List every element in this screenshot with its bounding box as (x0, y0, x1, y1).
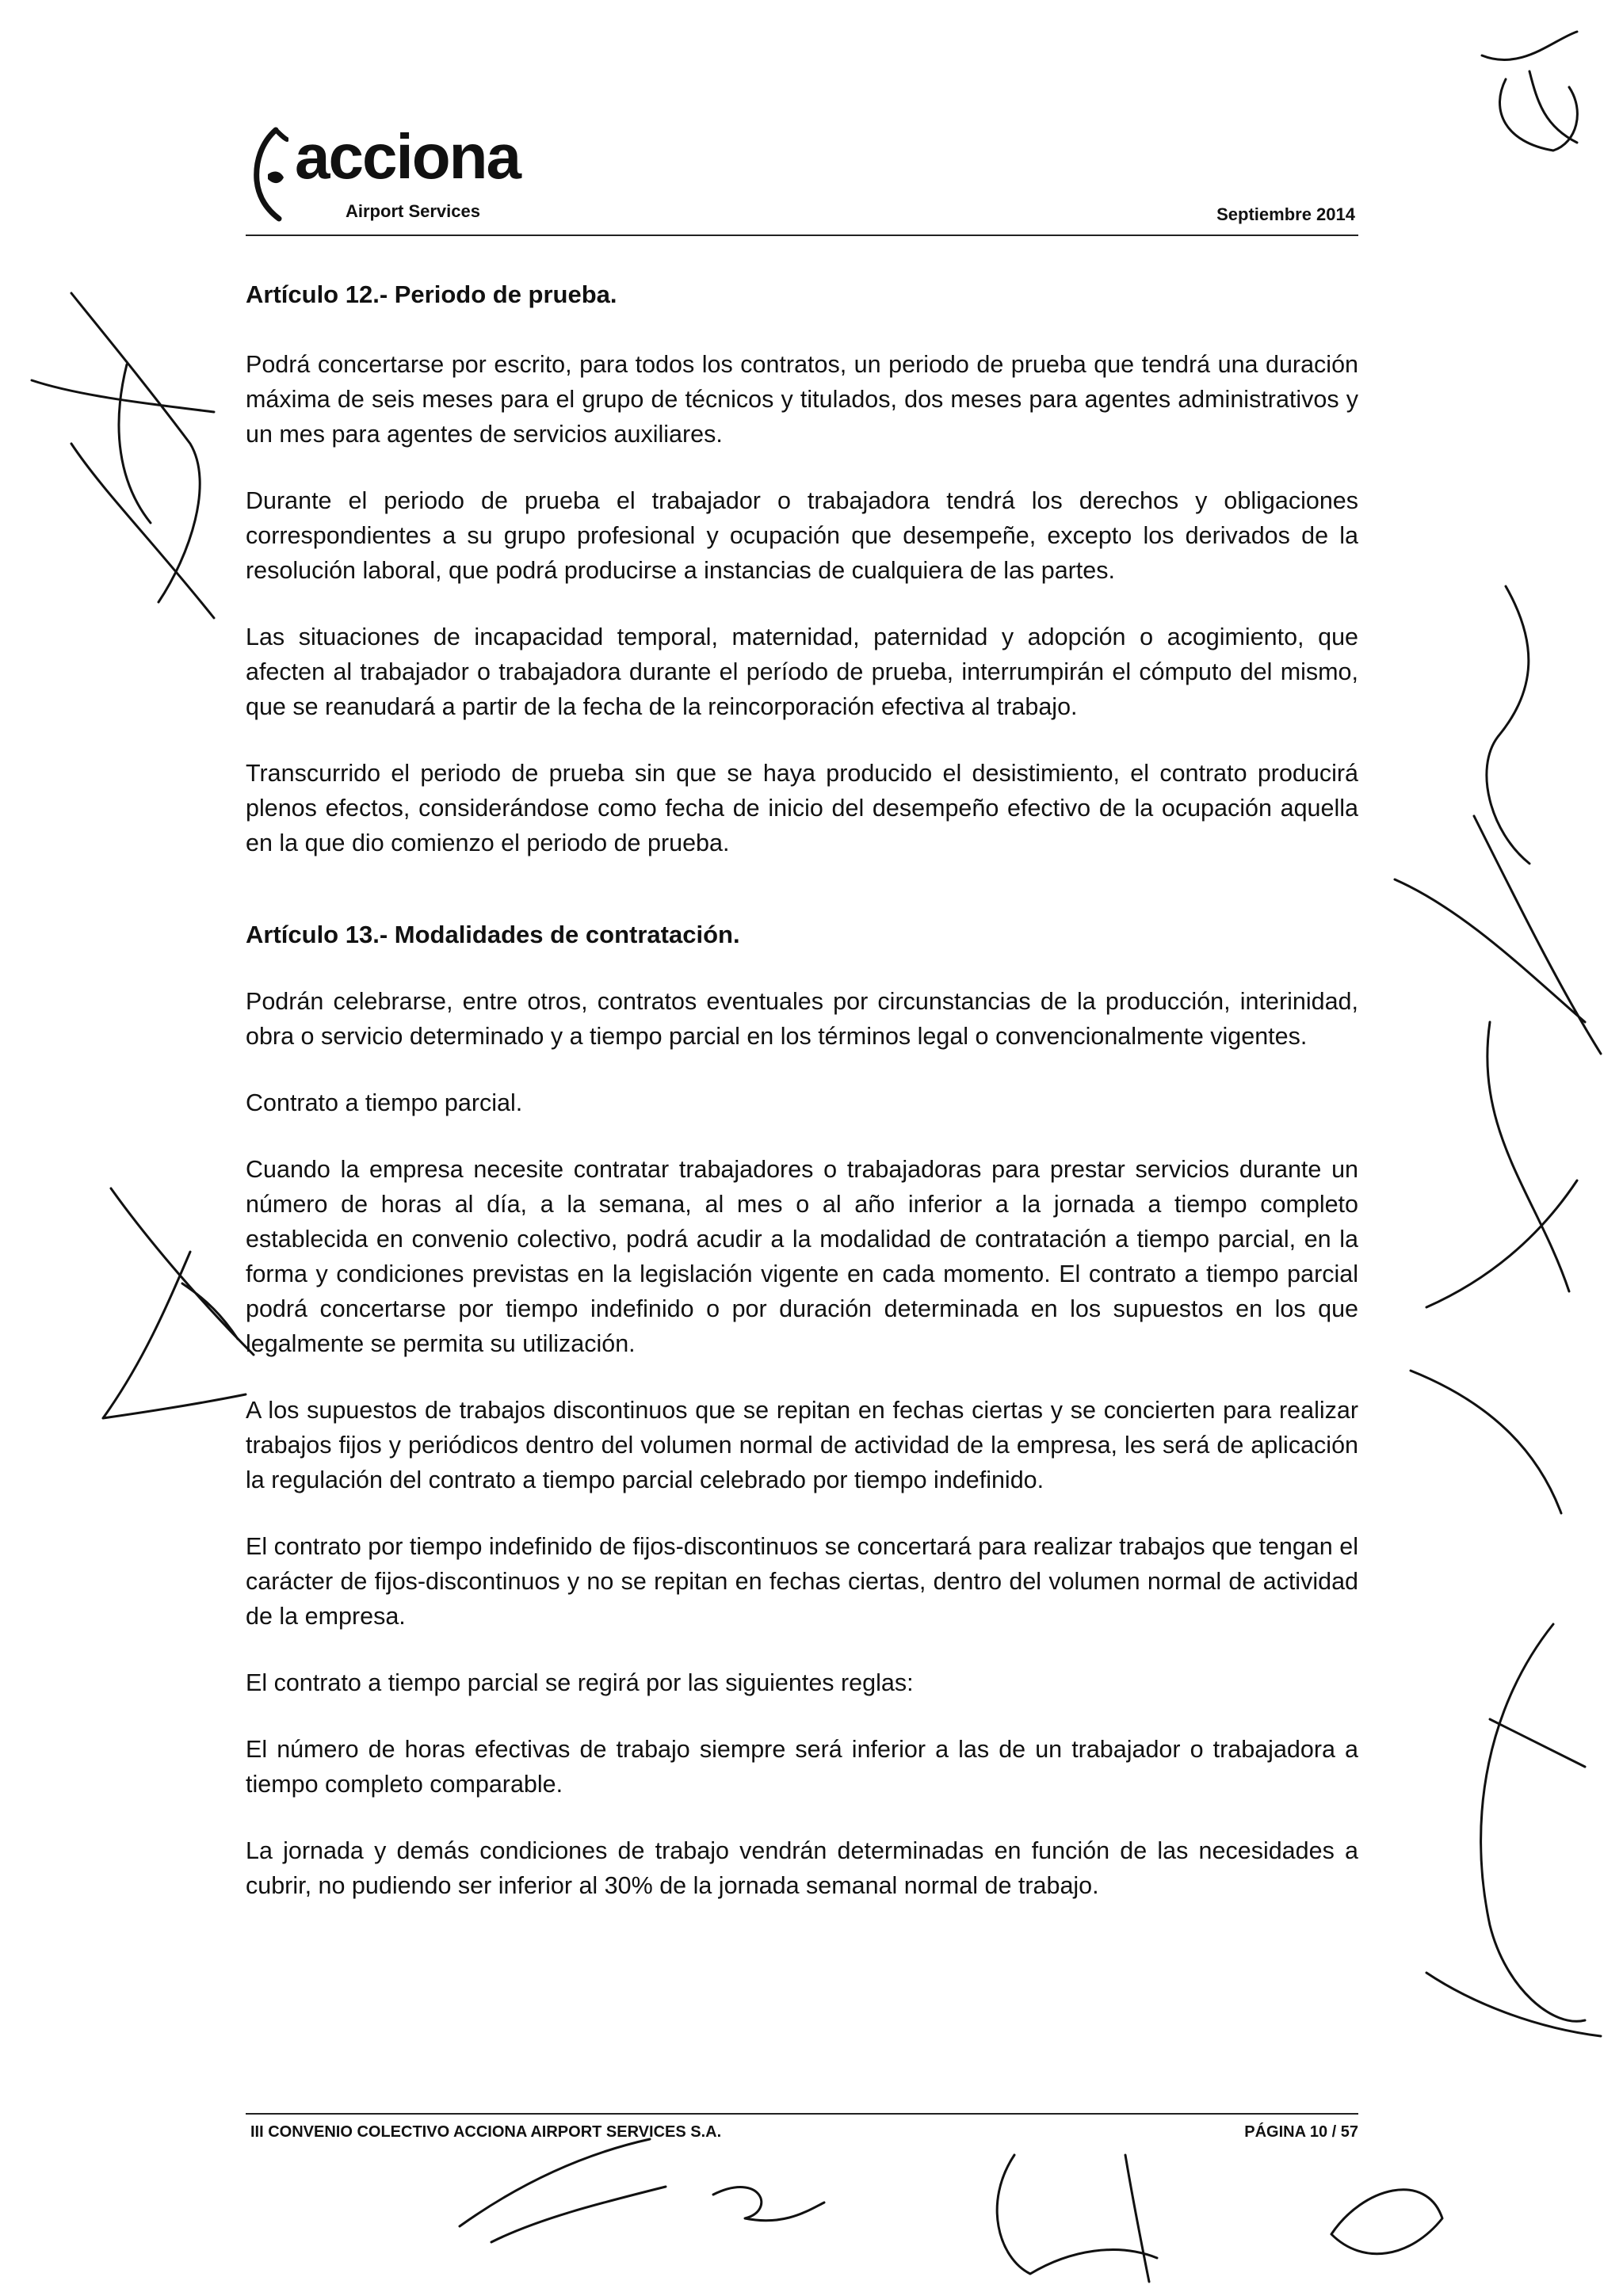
page-number: PÁGINA 10 / 57 (1244, 2123, 1358, 2141)
article-13-paragraph-1: Podrán celebrarse, entre otros, contratos eventuales por circunstancias de la producción, interinidad, obra o servicio determinado y a tiempo parcial en los términos legal o convencionalmente vigentes. (246, 988, 1358, 1050)
header-divider (246, 235, 1358, 236)
article-13-paragraph-5: El contrato a tiempo parcial se regirá por las siguientes reglas: (246, 1669, 914, 1696)
acciona-leaf-icon (252, 127, 288, 222)
article-12-heading: Artículo 12.- Periodo de prueba. (246, 280, 617, 308)
article-13-paragraph-6: El número de horas efectivas de trabajo siempre será inferior a las de un trabajador o trabajadora a tiempo completo comparable. (246, 1736, 1358, 1798)
article-13-paragraph-4: El contrato por tiempo indefinido de fijos-discontinuos se concertará para realizar trabajos que tengan el carácter de fijos-discontinuos y no se repitan en fechas ciertas, dentro del volumen normal de actividad de la empresa. (246, 1533, 1358, 1630)
signature-left-middle (87, 1180, 269, 1434)
article-12-paragraph-1: Podrá concertarse por escrito, para todos los contratos, un periodo de prueba que tendrá una duración máxima de seis meses para el grupo de técnicos y titulados, dos meses para agentes administrativos y un mes para agentes de servicios auxiliares. (246, 351, 1358, 448)
logo-wordmark: acciona (295, 121, 520, 192)
article-12-paragraph-2: Durante el periodo de prueba el trabajador o trabajadora tendrá los derechos y obligaciones correspondientes a su grupo profesional y ocupación que desempeñe, excepto los derivados de la resolución laboral, que podrá producirse a instancias de cualquiera de las partes. (246, 487, 1358, 584)
article-13-paragraph-2: Cuando la empresa necesite contratar trabajadores o trabajadoras para prestar servicios durante un número de horas al día, a la semana, al mes o al año inferior a la jornada a tiempo completo establecida en convenio colectivo, podrá acudir a la modalidad de contratación a tiempo parcial, en la forma y condiciones previstas en la legislación vigente en cada momento. El contrato a tiempo parcial podrá concertarse por tiempo indefinido o por duración determinada en los supuestos en los que legalmente se permita su utilización. (246, 1156, 1358, 1357)
acciona-logo (252, 119, 521, 230)
signature-left-top (16, 285, 238, 634)
header-date: Septiembre 2014 (1216, 204, 1355, 224)
article-13-paragraph-7: La jornada y demás condiciones de trabajo vendrán determinadas en función de las necesidades a cubrir, no pudiendo ser inferior al 30% de la jornada semanal normal de trabajo. (246, 1837, 1358, 1899)
article-13-subheading: Contrato a tiempo parcial. (246, 1089, 523, 1116)
article-13-heading: Artículo 13.- Modalidades de contratación. (246, 921, 740, 948)
article-12-paragraph-3: Las situaciones de incapacidad temporal, maternidad, paternidad y adopción o acogimiento, que afecten al trabajador o trabajadora durante el período de prueba, interrumpirán el cómputo del mismo, que se reanudará a partir de la fecha de la reincorporación efectiva al trabajo. (246, 624, 1358, 720)
article-12-paragraph-4: Transcurrido el periodo de prueba sin que se haya producido el desistimiento, el contrato producirá plenos efectos, considerándose como fecha de inicio del desempeño efectivo de la ocupación aquella en la que dio comienzo el periodo de prueba. (246, 760, 1358, 856)
signature-top-right (1458, 24, 1601, 158)
document-body (246, 277, 1358, 1903)
signature-bottom (444, 2107, 1458, 2290)
signature-right-column (1379, 578, 1617, 2084)
footer-document-title: III CONVENIO COLECTIVO ACCIONA AIRPORT SERVICES S.A. (250, 2123, 722, 2141)
logo-subtitle: Airport Services (346, 201, 480, 221)
article-13-paragraph-3: A los supuestos de trabajos discontinuos que se repitan en fechas ciertas y se concierten para realizar trabajos fijos y periódicos dentro del volumen normal de actividad de la empresa, les será de aplicación la regulación del contrato a tiempo parcial celebrado por tiempo indefinido. (246, 1397, 1358, 1493)
